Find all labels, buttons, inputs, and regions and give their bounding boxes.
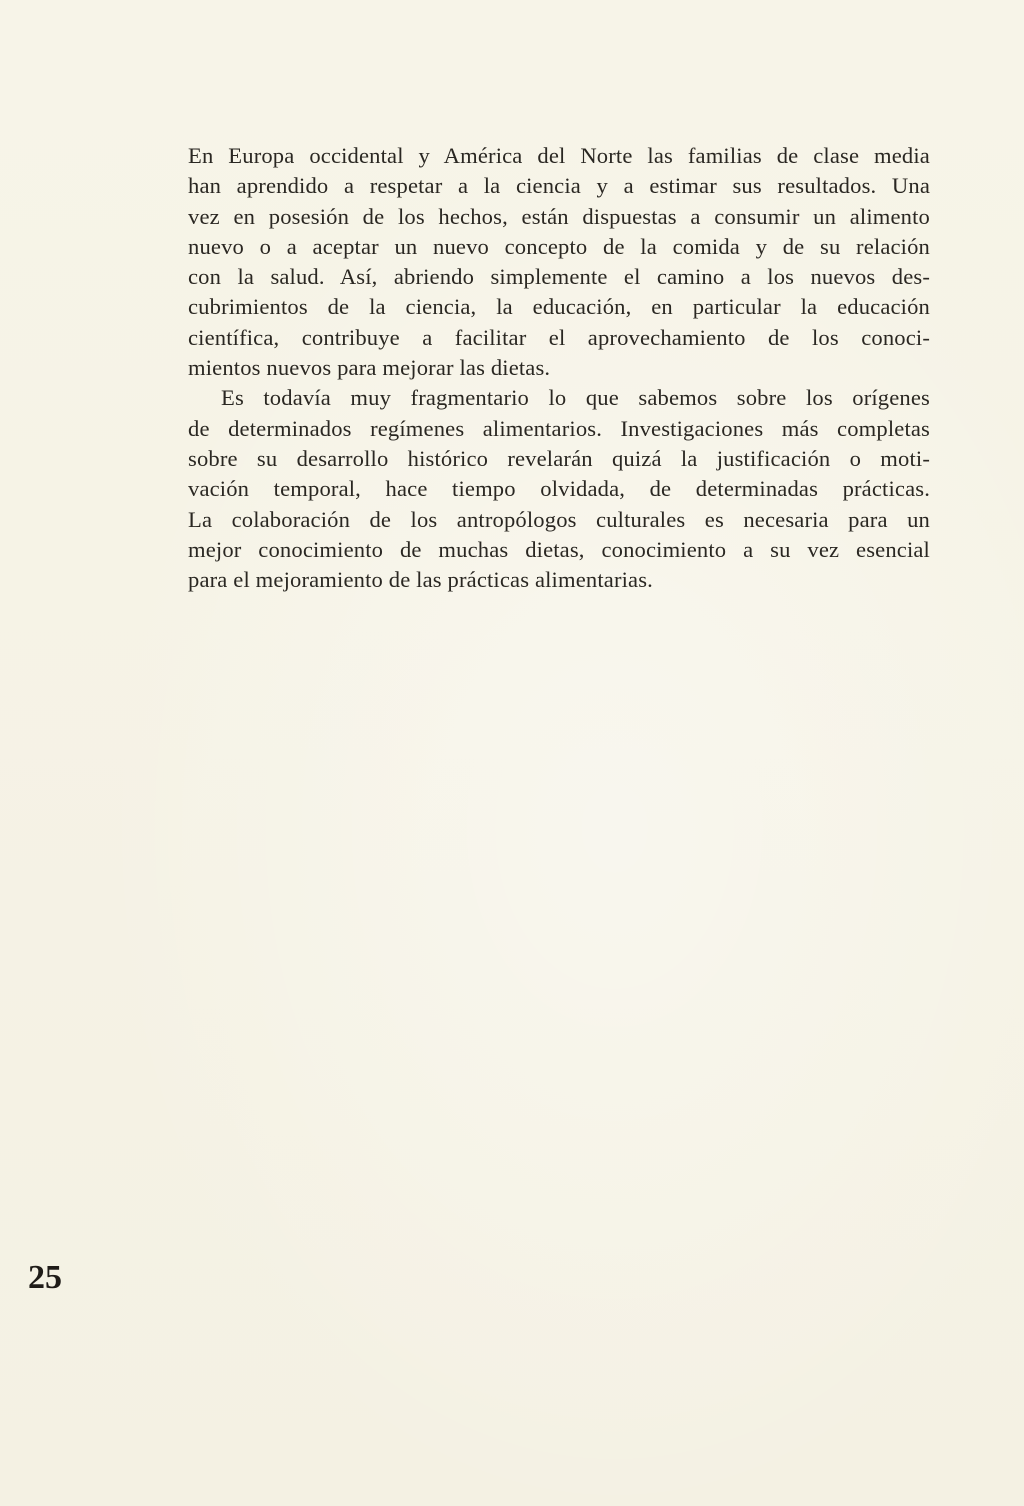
text-line: La colaboración de los antropólogos culturales es necesaria para un	[188, 506, 930, 532]
page-number: 25	[28, 1259, 62, 1296]
text-line: sobre su desarrollo histórico revelarán quizá la justificación o moti-	[188, 445, 930, 471]
paragraph-2	[188, 383, 930, 595]
text-line: para el mejoramiento de las prácticas alimentarias.	[188, 567, 653, 593]
text-line: vez en posesión de los hechos, están dispuestas a consumir un alimento	[188, 203, 930, 229]
text-line: científica, contribuye a facilitar el aprovechamiento de los conoci-	[188, 324, 930, 350]
text-line: han aprendido a respetar a la ciencia y a estimar sus resultados. Una	[188, 173, 930, 199]
text-line: con la salud. Así, abriendo simplemente el camino a los nuevos des-	[188, 264, 930, 290]
text-line: nuevo o a aceptar un nuevo concepto de la comida y de su relación	[188, 233, 930, 259]
text-line: mejor conocimiento de muchas dietas, conocimiento a su vez esencial	[188, 536, 930, 562]
text-line: Es todavía muy fragmentario lo que sabemos sobre los orígenes	[221, 385, 930, 411]
body-text	[188, 141, 930, 595]
text-line: cubrimientos de la ciencia, la educación, en particular la educación	[188, 294, 930, 320]
text-line: de determinados regímenes alimentarios. Investigaciones más completas	[188, 415, 930, 441]
text-line: En Europa occidental y América del Norte las familias de clase media	[188, 143, 930, 168]
text-line: vación temporal, hace tiempo olvidada, de determinadas prácticas.	[188, 476, 930, 502]
text-line: mientos nuevos para mejorar las dietas.	[188, 355, 551, 381]
paragraph-1	[188, 141, 930, 383]
